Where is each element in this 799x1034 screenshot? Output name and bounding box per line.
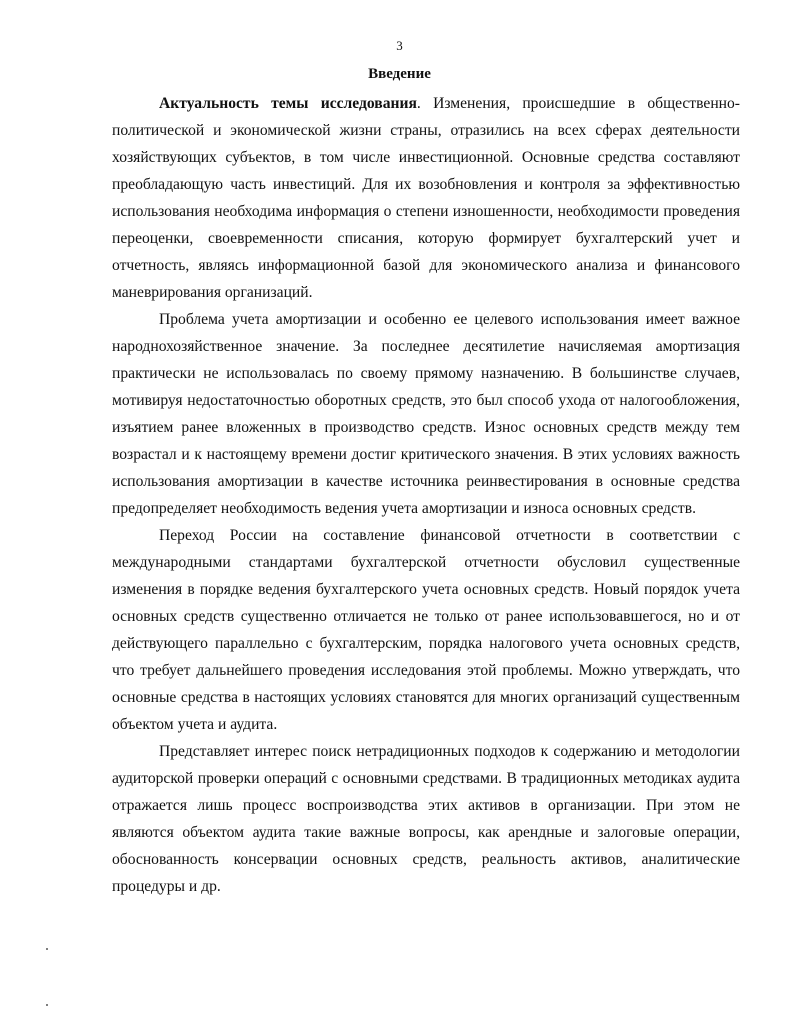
scan-speck [46, 1004, 48, 1006]
body-text [112, 90, 740, 900]
page-number: 3 [396, 38, 403, 53]
section-heading: Введение [368, 66, 431, 82]
paragraph-relevance [112, 90, 740, 306]
paragraph-amortization: Проблема учета амортизации и особенно ее целевого использования имеет важное народнохозяйственное значение. За последнее десятилетие начисляемая амортизация практически не использовалась по своему прямому назначению. В большинстве случаев, мотивируя недостаточностью оборотных средств, это был способ ухода от налогообложения, изъятием ранее вложенных в производство средств. Износ основных средств между тем возрастал и к настоящему времени достиг критического значения. В этих условиях важность использования амортизации в качестве источника реинвестирования в основные средства предопределяет необходимость ведения учета амортизации и износа основных средств. [112, 311, 740, 517]
paragraph-lead: Актуальность темы исследования [159, 95, 417, 112]
paragraph-ifrs-transition: Переход России на составление финансовой отчетности в соответствии с международными стандартами бухгалтерской отчетности обусловил существенные изменения в порядке ведения бухгалтерского учета основных средств. Новый порядок учета основных средств существенно отличается не только от ранее использовавшегося, но и от действующего параллельно с бухгалтерским, порядка налогового учета основных средств, что требует дальнейшего проведения исследования этой проблемы. Можно утверждать, что основные средства в настоящих условиях становятся для многих организаций существенным объектом учета и аудита. [112, 527, 740, 733]
paragraph-text: . Изменения, происшедшие в общественно-политической и экономической жизни страны, отразились на всех сферах деятельности хозяйствующих субъектов, в том числе инвестиционной. Основные средства составляют преобладающую часть инвестиций. Для их возобновления и контроля за эффективностью использования необходима информация о степени изношенности, необходимости проведения переоценки, своевременности списания, которую формирует бухгалтерский учет и отчетность, являясь информационной базой для экономического анализа и финансового маневрирования организаций. [112, 95, 740, 301]
scan-speck [46, 948, 48, 950]
paragraph-audit-approaches: Представляет интерес поиск нетрадиционных подходов к содержанию и методологии аудиторской проверки операций с основными средствами. В традиционных методиках аудита отражается лишь процесс воспроизводства этих активов в организации. При этом не являются объектом аудита такие важные вопросы, как арендные и залоговые операции, обоснованность консервации основных средств, реальность активов, аналитические процедуры и др. [112, 743, 740, 895]
